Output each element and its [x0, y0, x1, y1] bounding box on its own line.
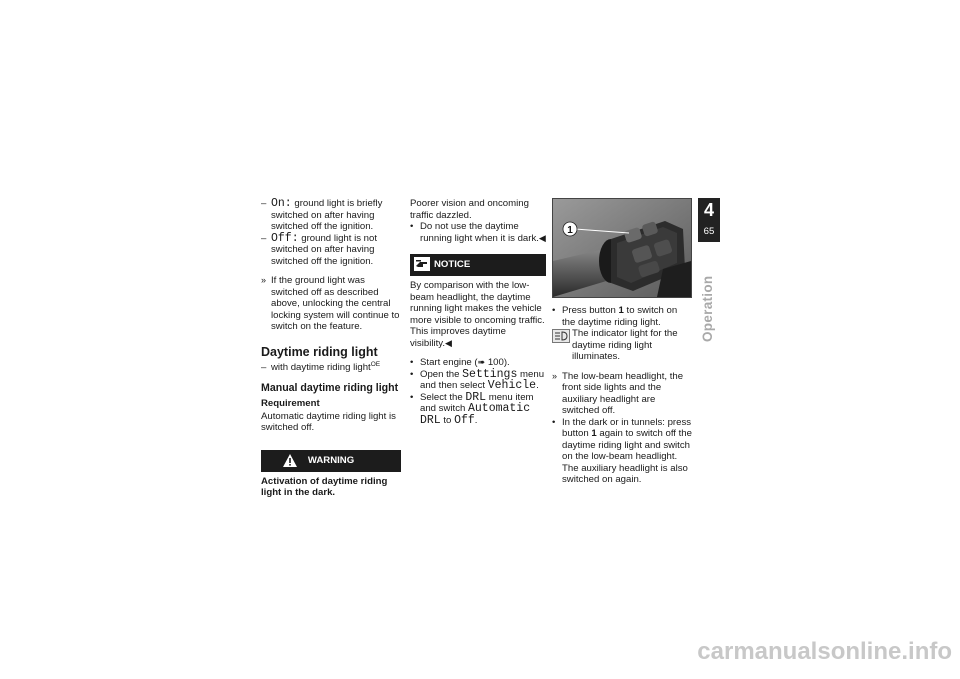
end-mark-icon: ◀: [538, 232, 546, 243]
daytime-riding-light-heading: Daytime riding light: [261, 344, 378, 359]
requirement-label: Requirement: [261, 398, 320, 409]
ground-light-on-item: [261, 198, 401, 233]
notice-text: By comparison with the low-beam headlight, the daytime running light makes the vehicle more visible to oncoming traffic. This improves daytime visibility.◀: [410, 280, 545, 349]
handlebar-switch-photo: [552, 198, 692, 298]
on-option-label: On:: [271, 197, 292, 210]
warning-avoid-item: • Do not use the daytime running light when it is dark.◀: [410, 221, 546, 244]
oe-line: – with daytime riding light$^{OE}$: [261, 362, 401, 374]
column-3: [552, 198, 692, 486]
callout-1-label: 1: [567, 225, 573, 236]
step-start-engine: • Start engine (➠ 100).: [410, 357, 546, 369]
section-title: Operation: [700, 275, 715, 342]
drl-menu-label: DRL: [465, 390, 487, 404]
off-option-text: ground light is not switched on after having switched off the ignition.: [271, 232, 378, 267]
step-press-button: • Press button 1 to switch on the daytime riding light.: [552, 305, 692, 328]
warning-triangle-icon: [283, 454, 297, 467]
handlebar-illustration: [553, 199, 691, 297]
chapter-number: 4: [703, 200, 714, 220]
off-option-label: Off:: [271, 231, 299, 245]
warning-box: [261, 450, 401, 472]
headlight-result: » The low-beam headlight, the front side lights and the auxiliary headlight are switched off.: [552, 371, 692, 417]
notice-label: NOTICE: [434, 259, 471, 271]
warning-title: Activation of daytime riding light in the dark.: [261, 475, 388, 498]
drl-indicator-icon: [552, 329, 570, 343]
on-option-text: ground light is briefly switched on after having switched off the ignition.: [271, 198, 383, 232]
indicator-line: The indicator light for the daytime riding light illuminates.: [552, 328, 692, 363]
ground-light-off-item: [261, 233, 401, 268]
watermark: carmanualsonline.info: [697, 638, 952, 665]
notice-box: [410, 254, 546, 276]
automatic-drl-label: Automatic DRL: [420, 402, 531, 427]
step-select-drl: • Select the DRL menu item and switch Automatic DRL to Off.: [410, 392, 546, 427]
ground-light-result: » If the ground light was switched off as described above, unlocking the central locking system will continue to switch on the feature.: [261, 275, 401, 333]
warning-consequence: Poorer vision and oncoming traffic dazzled.: [410, 198, 529, 221]
step-dark-tunnels: • In the dark or in tunnels: press button 1 again to switch off the daytime riding light and switch on the low-beam headlight. The auxiliary headlight is also switched on again.: [552, 417, 692, 486]
step-open-settings: • Open the Settings menu and then select Vehicle.: [410, 369, 546, 392]
page-number: 65: [703, 226, 715, 237]
oe-superscript: OE: [370, 360, 381, 368]
vehicle-menu-label: Vehicle: [487, 379, 537, 392]
settings-menu-label: Settings: [462, 367, 518, 381]
notice-hand-icon: [414, 257, 430, 271]
off-value-label: Off: [454, 413, 475, 427]
requirement-text: Automatic daytime riding light is switched off.: [261, 410, 396, 433]
column-1: [261, 198, 401, 499]
manual-drl-heading: Manual daytime riding light: [261, 382, 399, 394]
end-mark-icon: ◀: [445, 337, 452, 348]
warning-label: WARNING: [307, 454, 355, 466]
column-2: [410, 198, 546, 426]
page-ref-arrow-icon: ➠: [477, 357, 486, 367]
